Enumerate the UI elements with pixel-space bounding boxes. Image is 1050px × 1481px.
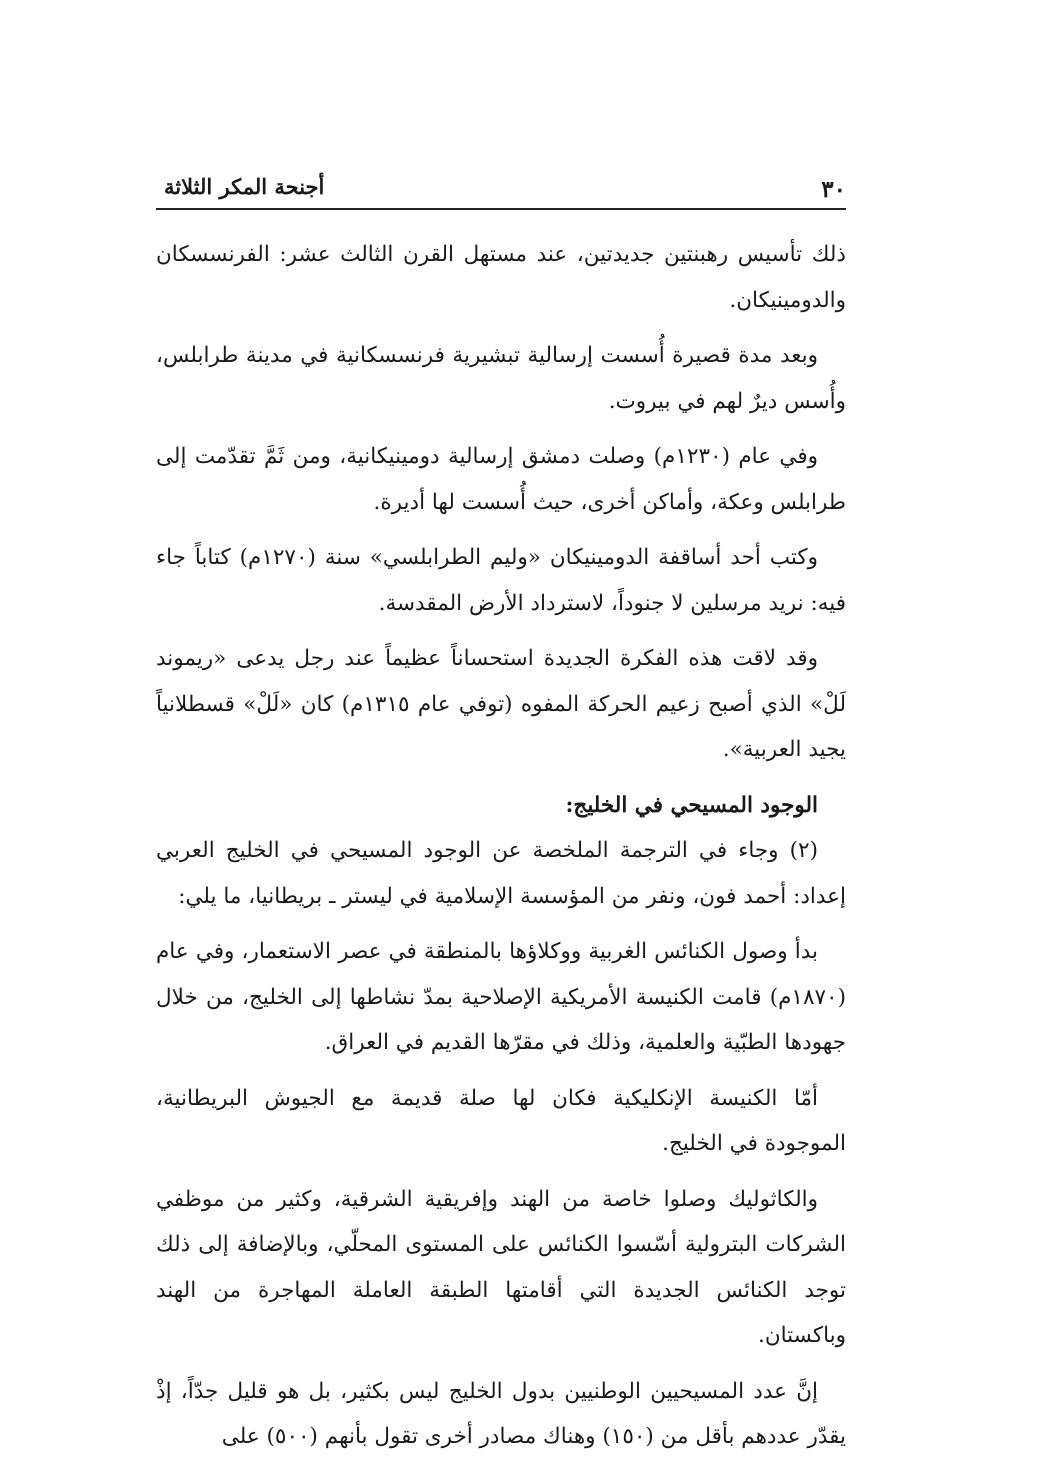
page-header (156, 170, 846, 210)
running-title: أجنحة المكر الثلاثة (164, 174, 325, 199)
paragraph: بدأ وصول الكنائس الغربية ووكلاؤها بالمنطقة في عصر الاستعمار، وفي عام (١٨٧٠م) قامت الكنيسة الأمريكية الإصلاحية بمدّ نشاطها إلى الخليج، من خلال جهودها الطبّية والعلمية، وذلك في مقرّها القديم في العراق. (156, 939, 846, 1055)
paragraph: وفي عام (١٢٣٠م) وصلت دمشق إرسالية دومينيكانية، ومن ثَمَّ تقدّمت إلى طرابلس وعكة، وأماكن أخرى، حيث أُسست لها أديرة. (156, 444, 846, 515)
paragraph: والكاثوليك وصلوا خاصة من الهند وإفريقية الشرقية، وكثير من موظفي الشركات البترولية أسّسوا الكنائس على المستوى المحلّي، وبالإضافة إلى ذلك توجد الكنائس الجديدة التي أقامتها الطبقة العاملة المهاجرة من الهند وباكستان. (156, 1186, 846, 1348)
paragraph: (٢) وجاء في الترجمة الملخصة عن الوجود المسيحي في الخليج العربي إعداد: أحمد فون، ونفر من المؤسسة الإسلامية في ليستر ـ بريطانيا، ما يلي: (156, 838, 846, 909)
paragraph: وبعد مدة قصيرة أُسست إرسالية تبشيرية فرنسسكانية في مدينة طرابلس، وأُسس ديرٌ لهم في بيروت. (156, 343, 846, 414)
section-heading: الوجود المسيحي في الخليج: (565, 792, 818, 818)
paragraph: ذلك تأسيس رهبنتين جديدتين، عند مستهل القرن الثالث عشر: الفرنسسكان والدومينيكان. (156, 242, 846, 313)
paragraph: وقد لاقت هذه الفكرة الجديدة استحساناً عظيماً عند رجل يدعى «ريموند لَلْ» الذي أصبح زعيم الحركة المفوه (توفي عام ١٣١٥م) كان «لَلْ» قسطلانياً يجيد العربية». (156, 646, 846, 762)
header-rule (156, 208, 846, 210)
paragraph: أمّا الكنيسة الإنكليكية فكان لها صلة قديمة مع الجيوش البريطانية، الموجودة في الخليج. (156, 1085, 846, 1156)
body-text (156, 232, 846, 1470)
paragraph: إنَّ عدد المسيحيين الوطنيين بدول الخليج ليس بكثير، بل هو قليل جدّاً، إذْ يقدّر عددهم بأقل من (١٥٠) وهناك مصادر أخرى تقول بأنهم (٥٠٠) على (156, 1378, 846, 1449)
page-number: ٣٠ (821, 176, 846, 203)
paragraph: وكتب أحد أساقفة الدومينيكان «وليم الطرابلسي» سنة (١٢٧٠م) كتاباً جاء فيه: نريد مرسلين لا جنوداً، لاسترداد الأرض المقدسة. (156, 545, 846, 616)
